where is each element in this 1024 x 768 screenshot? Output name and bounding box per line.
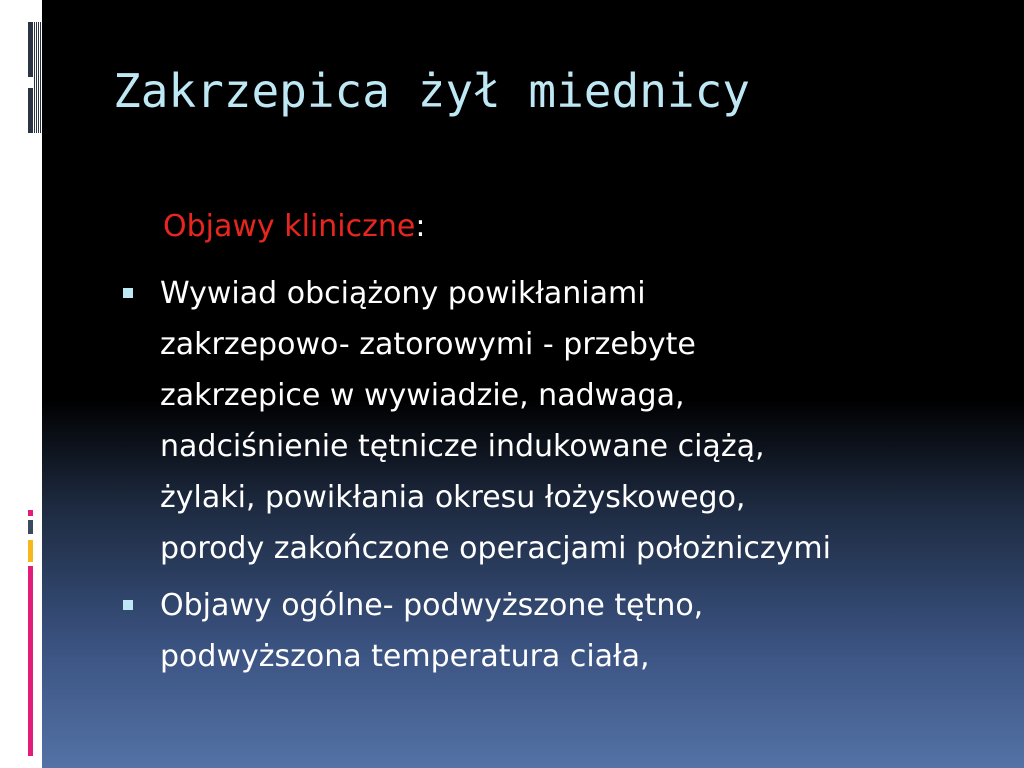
bullet-line: żylaki, powikłania okresu łożyskowego, [160,480,746,515]
bullet-line: nadciśnienie tętnicze indukowane ciążą, [160,429,765,464]
bullet-line: podwyższona temperatura ciała, [160,639,650,674]
bullet-line: zakrzepice w wywiadzie, nadwaga, [160,378,685,413]
decorative-thin-lines [28,22,42,133]
bullet-line: Objawy ogólne- podwyższone tętno, [160,588,704,623]
square-bullet-icon [123,288,133,298]
decorative-line [40,22,41,133]
subtitle-colon: : [415,209,426,244]
decorative-bar-yellow [28,540,33,562]
decorative-line [34,22,35,133]
bullet-line: Wywiad obciążony powikłaniami [160,276,646,311]
bullet-line: porody zakończone operacjami położniczymi [160,531,831,566]
decorative-line [36,22,37,133]
slide-subtitle [163,209,425,244]
bullet-text [160,268,1000,574]
decorative-bar-pink-small [28,510,33,516]
decorative-line [38,22,39,133]
slide-title: Zakrzepica żył miednicy [113,64,750,118]
decorative-bar-pink-long [28,566,33,756]
square-bullet-icon [123,600,133,610]
bullet-line: zakrzepowo- zatorowymi - przebyte [160,327,696,362]
decorative-bar-gray [28,520,33,534]
bullet-item-1 [120,268,1000,574]
subtitle-text: Objawy kliniczne [163,209,416,244]
bullet-text [160,580,1000,682]
bullet-list [120,268,1000,688]
bullet-item-2 [120,580,1000,682]
